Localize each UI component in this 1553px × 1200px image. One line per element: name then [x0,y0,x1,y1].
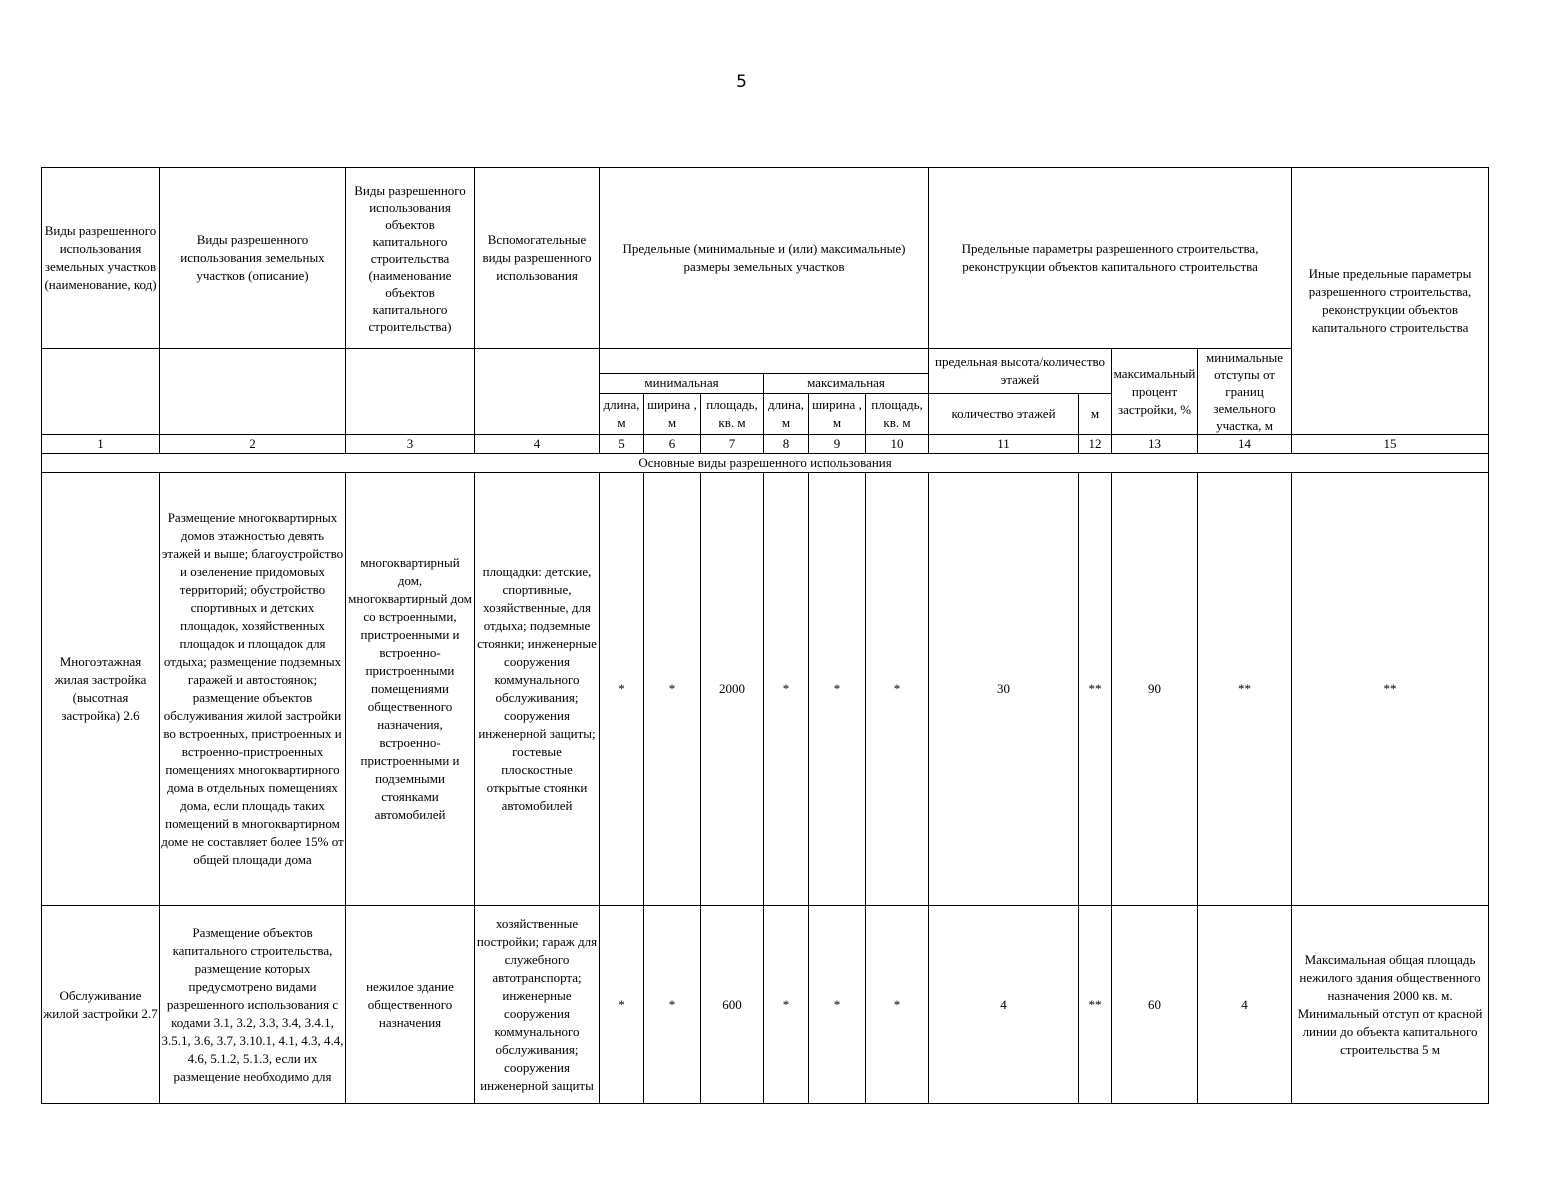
column-number: 9 [809,435,866,454]
header-max-length: длина, м [764,393,809,434]
section-title: Основные виды разрешенного использования [42,454,1489,473]
column-number: 14 [1198,435,1292,454]
column-number: 3 [346,435,475,454]
land-use-description: Размещение многоквартирных домов этажностью девять этажей и выше; благоустройство и озеленение придомовых территорий; обустройство спортивных и детских площадок, хозяйственных площадок и площадок для отдыха; размещение подземных гаражей и автостоянок; размещение объектов обслуживания жилой застройки во встроенных, пристроенных и встроенно-пристроенных помещениях многоквартирного дома в отдельных помещениях дома, если площадь таких помещений в многоквартирном доме не составляет более 15% от общей площади дома [160,473,346,906]
land-use-name: Многоэтажная жилая застройка (высотная застройка) 2.6 [42,473,160,906]
max-width-value: * [809,906,866,1104]
max-length-value: * [764,473,809,906]
header-capital-objects: Виды разрешенного использования объектов капитального строительства (наименование объектов капитального строительства) [346,168,475,349]
max-percent-value: 90 [1112,473,1198,906]
auxiliary-uses: площадки: детские, спортивные, хозяйственные, для отдыха; подземные стоянки; инженерные сооружения коммунального обслуживания; сооружения инженерной защиты; гостевые плоскостные открытые стоянки автомобилей [475,473,600,906]
header-empty-3 [346,349,475,435]
auxiliary-uses: хозяйственные постройки; гараж для служебного автотранспорта; инженерные сооружения коммунального обслуживания; сооружения инженерной защиты [475,906,600,1104]
max-percent-value: 60 [1112,906,1198,1104]
column-number: 6 [644,435,701,454]
header-auxiliary-uses: Вспомогательные виды разрешенного использования [475,168,600,349]
header-max-width: ширина , м [809,393,866,434]
column-number: 7 [701,435,764,454]
meters-value: ** [1079,906,1112,1104]
header-row-main [42,168,1489,349]
header-min-setback: минимальные отступы от границ земельного участка, м [1198,349,1292,435]
header-empty-sizes [600,349,929,374]
header-height-floors: предельная высота/количество этажей [929,349,1112,394]
header-floors: количество этажей [929,393,1079,434]
column-number: 1 [42,435,160,454]
header-meters: м [1079,393,1112,434]
column-number: 15 [1292,435,1489,454]
header-max-percent: максимальный процент застройки, % [1112,349,1198,435]
column-numbers-row [42,435,1489,454]
max-area-value: * [866,473,929,906]
min-length-value: * [600,906,644,1104]
max-length-value: * [764,906,809,1104]
header-min-width: ширина , м [644,393,701,434]
column-number: 2 [160,435,346,454]
capital-objects: нежилое здание общественного назначения [346,906,475,1104]
other-limits-value: ** [1292,473,1489,906]
min-width-value: * [644,473,701,906]
column-number: 13 [1112,435,1198,454]
min-area-value: 600 [701,906,764,1104]
max-area-value: * [866,906,929,1104]
table-row [42,906,1489,1104]
header-plot-size-limits: Предельные (минимальные и (или) максимальные) размеры земельных участков [600,168,929,349]
header-land-use-description: Виды разрешенного использования земельных участков (описание) [160,168,346,349]
land-use-table [41,167,1489,1104]
floors-value: 4 [929,906,1079,1104]
header-empty-1 [42,349,160,435]
max-width-value: * [809,473,866,906]
min-area-value: 2000 [701,473,764,906]
column-number: 4 [475,435,600,454]
table-row [42,473,1489,906]
header-construction-limits: Предельные параметры разрешенного строительства, реконструкции объектов капитального строительства [929,168,1292,349]
meters-value: ** [1079,473,1112,906]
header-other-limits: Иные предельные параметры разрешенного строительства, реконструкции объектов капитального строительства [1292,168,1489,435]
min-setback-value: 4 [1198,906,1292,1104]
header-minimal: минимальная [600,373,764,393]
min-setback-value: ** [1198,473,1292,906]
section-row [42,454,1489,473]
min-width-value: * [644,906,701,1104]
header-empty-2 [160,349,346,435]
header-maximal: максимальная [764,373,929,393]
column-number: 5 [600,435,644,454]
capital-objects: многоквартирный дом, многоквартирный дом со встроенными, пристроенными и встроенно-пристроенными помещениями общественного назначения, встроенно-пристроенными и подземными стоянками автомобилей [346,473,475,906]
header-min-length: длина, м [600,393,644,434]
column-number: 10 [866,435,929,454]
other-limits-value: Максимальная общая площадь нежилого здания общественного назначения 2000 кв. м. Минимальный отступ от красной линии до объекта капитального строительства 5 м [1292,906,1489,1104]
land-use-description: Размещение объектов капитального строительства, размещение которых предусмотрено видами разрешенного использования с кодами 3.1, 3.2, 3.3, 3.4, 3.4.1, 3.5.1, 3.6, 3.7, 3.10.1, 4.1, 4.3, 4.4, 4.6, 5.1.2, 5.1.3, если их размещение необходимо для [160,906,346,1104]
min-length-value: * [600,473,644,906]
header-max-area: площадь, кв. м [866,393,929,434]
floors-value: 30 [929,473,1079,906]
land-use-name: Обслуживание жилой застройки 2.7 [42,906,160,1104]
header-min-area: площадь, кв. м [701,393,764,434]
column-number: 12 [1079,435,1112,454]
column-number: 11 [929,435,1079,454]
page-number: 5 [736,72,747,92]
header-row-sub [42,349,1489,374]
header-empty-4 [475,349,600,435]
header-land-use-name: Виды разрешенного использования земельных участков (наименование, код) [42,168,160,349]
column-number: 8 [764,435,809,454]
